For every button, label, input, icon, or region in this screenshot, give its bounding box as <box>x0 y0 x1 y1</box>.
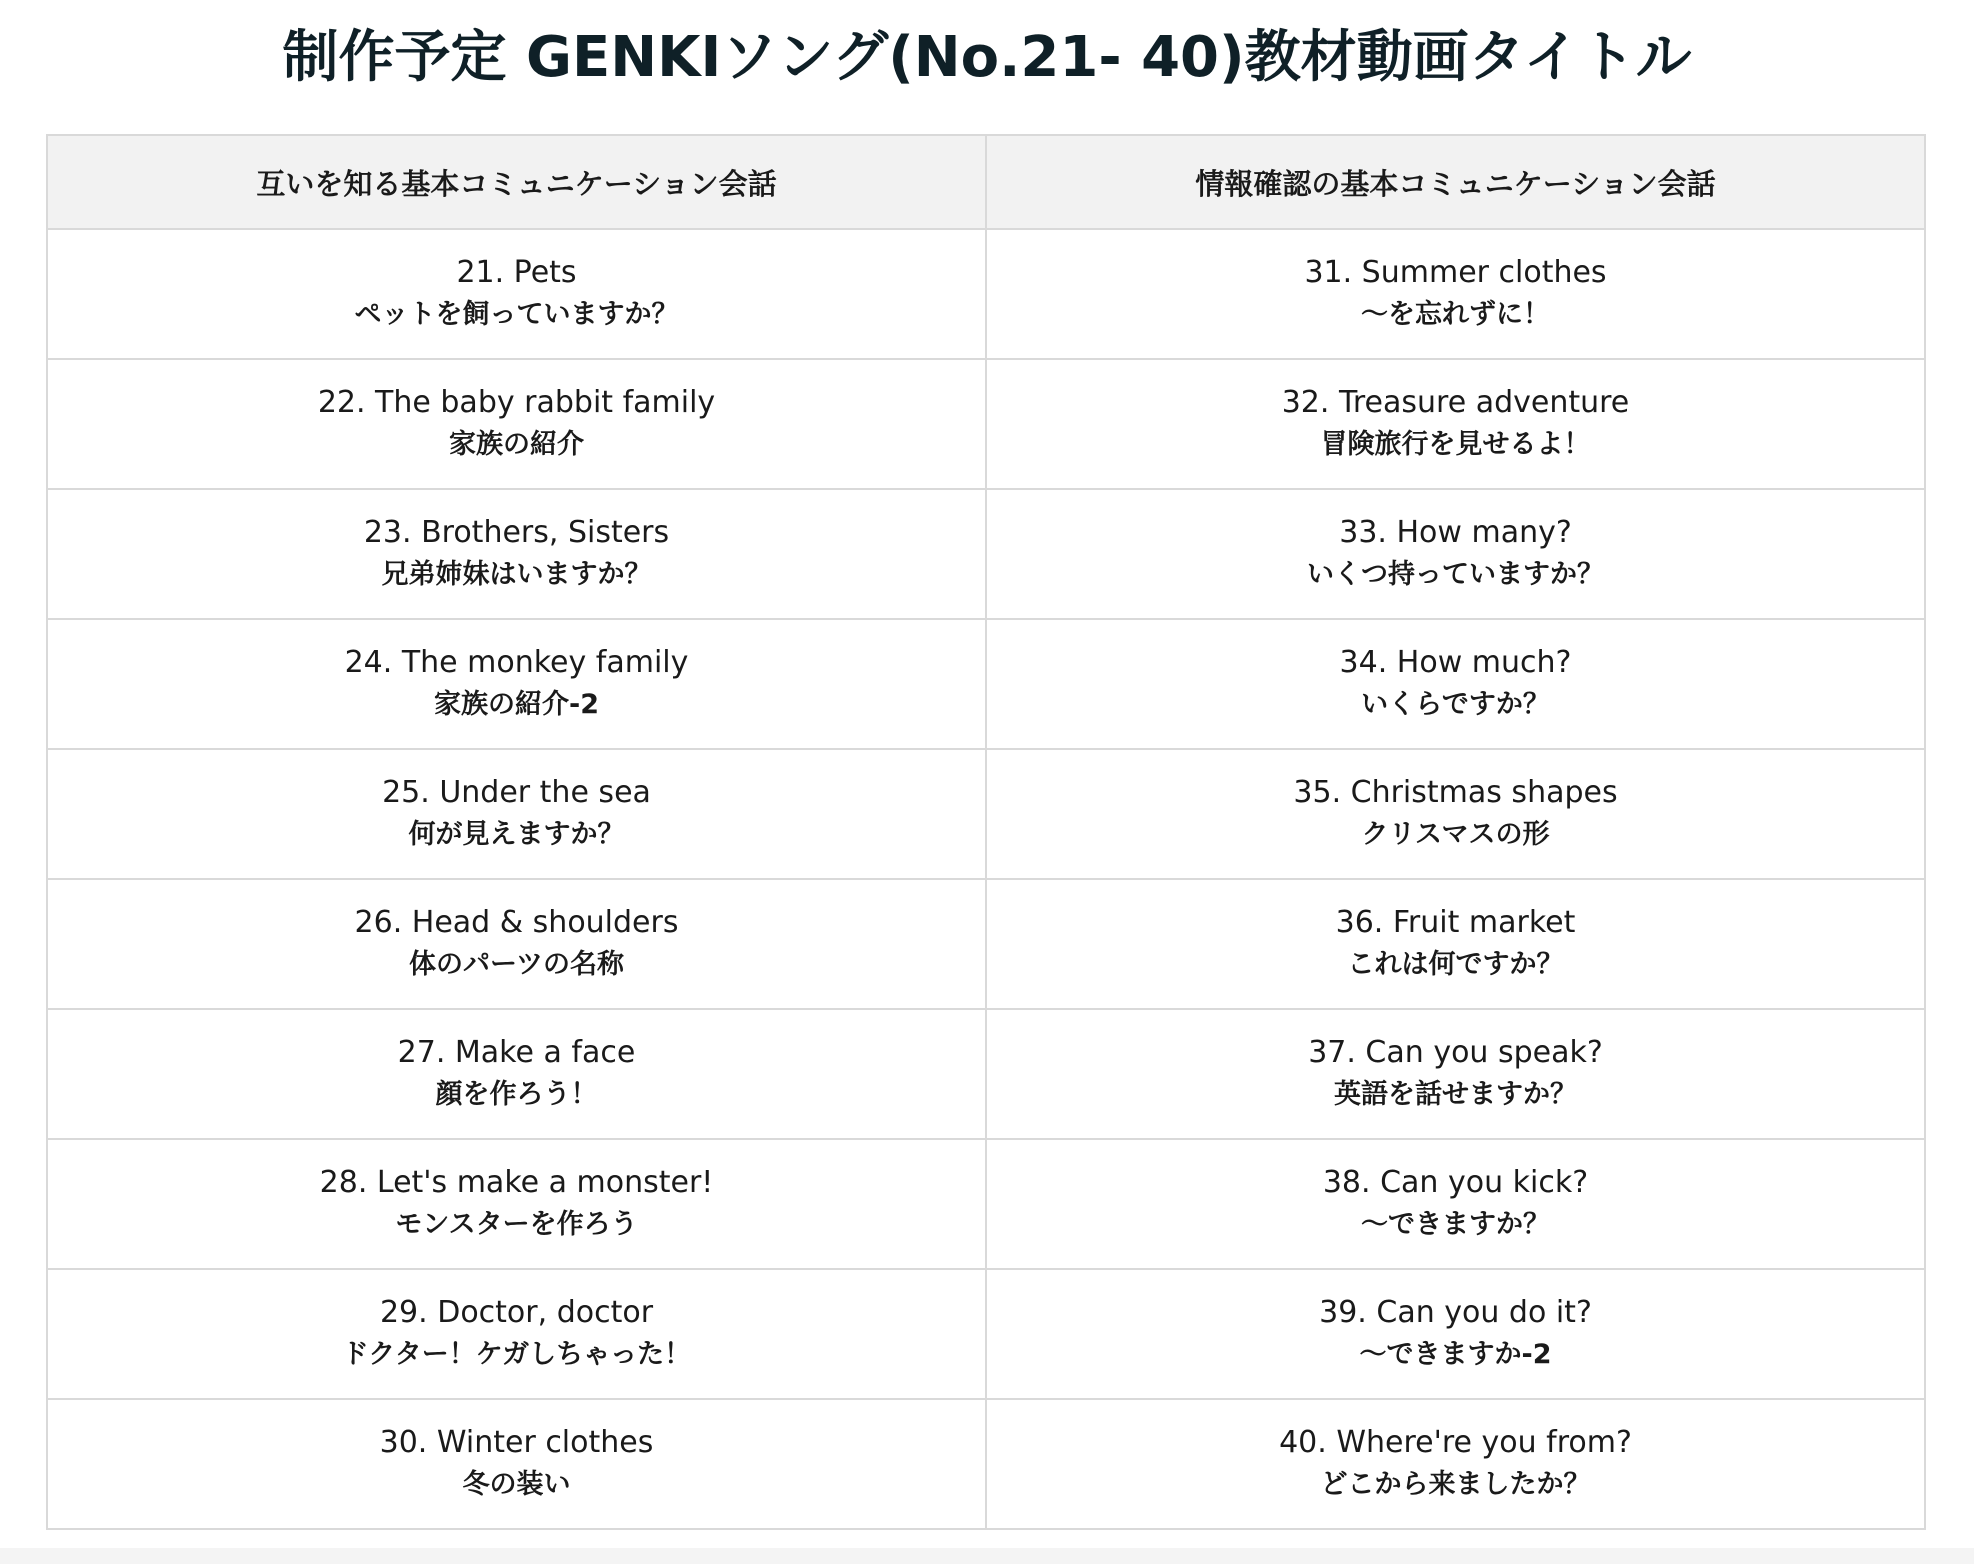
video-title-ja: 兄弟姉妹はいますか？ <box>381 559 652 590</box>
video-title-ja: ドクター！ケガしちゃった！ <box>341 1339 692 1370</box>
video-title-en: 37. Can you speak? <box>1308 1035 1603 1070</box>
video-title-table <box>46 134 1926 1530</box>
video-title-en: 27. Make a face <box>397 1035 636 1070</box>
table-cell <box>47 1009 986 1139</box>
table-row <box>47 1009 1925 1139</box>
table-cell <box>47 489 986 619</box>
table-row <box>47 879 1925 1009</box>
table-cell <box>986 359 1925 489</box>
video-title-ja: 〜を忘れずに！ <box>1361 299 1550 330</box>
video-title-ja: モンスターを作ろう <box>395 1209 638 1240</box>
table-cell <box>986 1399 1925 1529</box>
video-title-en: 38. Can you kick? <box>1322 1165 1589 1200</box>
table-cell <box>47 229 986 359</box>
video-title-ja: 英語を話せますか？ <box>1334 1079 1577 1110</box>
table-cell <box>47 359 986 489</box>
video-title-en: 21. Pets <box>456 255 577 290</box>
table-cell <box>47 1269 986 1399</box>
video-title-ja: 冬の装い <box>462 1469 571 1500</box>
video-title-en: 28. Let's make a monster! <box>319 1165 714 1200</box>
video-title-ja: どこから来ましたか？ <box>1320 1469 1591 1500</box>
table-row <box>47 1269 1925 1399</box>
video-title-en: 36. Fruit market <box>1335 905 1576 940</box>
video-title-ja: 家族の紹介 <box>449 429 584 460</box>
video-title-ja: ペットを飼っていますか？ <box>354 299 679 330</box>
video-title-ja: いくらですか？ <box>1361 689 1550 720</box>
video-title-en: 25. Under the sea <box>382 775 651 810</box>
video-title-ja: これは何ですか？ <box>1347 949 1564 980</box>
video-title-ja: 体のパーツの名称 <box>409 949 624 980</box>
video-title-en: 26. Head & shoulders <box>354 905 679 940</box>
video-title-ja: 顔を作ろう！ <box>435 1079 598 1110</box>
video-title-en: 24. The monkey family <box>344 645 689 680</box>
table-cell <box>986 879 1925 1009</box>
table-row <box>47 229 1925 359</box>
table-cell <box>47 1139 986 1269</box>
table-row <box>47 1139 1925 1269</box>
video-title-en: 32. Treasure adventure <box>1281 385 1630 420</box>
table-cell <box>986 749 1925 879</box>
video-title-en: 29. Doctor, doctor <box>379 1295 654 1330</box>
video-title-en: 30. Winter clothes <box>379 1425 654 1460</box>
video-title-en: 22. The baby rabbit family <box>317 385 716 420</box>
table-row <box>47 489 1925 619</box>
video-title-en: 33. How many? <box>1339 515 1572 550</box>
table-cell <box>986 489 1925 619</box>
video-title-en: 34. How much? <box>1339 645 1572 680</box>
video-title-ja: 家族の紹介-2 <box>434 689 599 720</box>
video-title-en: 23. Brothers, Sisters <box>363 515 670 550</box>
video-title-en: 40. Where're you from? <box>1279 1425 1632 1460</box>
table-cell <box>986 229 1925 359</box>
table-row <box>47 1399 1925 1529</box>
table-cell <box>47 1399 986 1529</box>
video-title-ja: 冒険旅行を見せるよ！ <box>1320 429 1591 460</box>
video-title-ja: 何が見えますか？ <box>408 819 625 850</box>
video-title-ja: クリスマスの形 <box>1361 819 1550 850</box>
column-header-mutual-communication: 互いを知る基本コミュニケーション会話 <box>47 135 986 229</box>
video-title-en: 39. Can you do it? <box>1319 1295 1592 1330</box>
table-cell <box>986 1269 1925 1399</box>
video-title-ja: 〜できますか？ <box>1361 1209 1550 1240</box>
video-title-en: 35. Christmas shapes <box>1293 775 1618 810</box>
video-title-ja: 〜できますか-2 <box>1359 1339 1552 1370</box>
table-cell <box>47 619 986 749</box>
video-title-en: 31. Summer clothes <box>1304 255 1607 290</box>
table-cell <box>986 619 1925 749</box>
video-title-ja: いくつ持っていますか？ <box>1307 559 1604 590</box>
column-header-info-confirmation: 情報確認の基本コミュニケーション会話 <box>986 135 1925 229</box>
page-bottom-strip <box>0 1548 1974 1564</box>
table-header-row <box>47 135 1925 229</box>
table-cell <box>47 749 986 879</box>
table-cell <box>47 879 986 1009</box>
table-row <box>47 359 1925 489</box>
table-cell <box>986 1139 1925 1269</box>
page-title: 制作予定 GENKIソング(No.21- 40)教材動画タイトル <box>282 25 1692 90</box>
table-row <box>47 619 1925 749</box>
table-row <box>47 749 1925 879</box>
table-cell <box>986 1009 1925 1139</box>
